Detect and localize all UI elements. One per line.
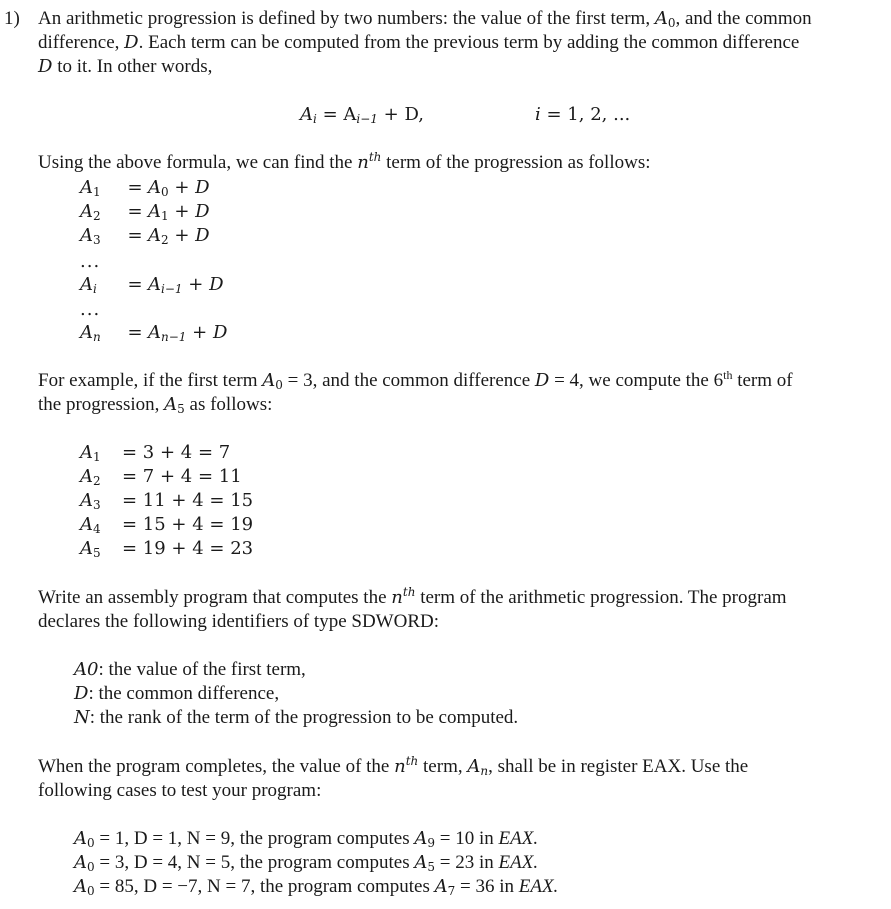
identifier-d: D: the common difference, (74, 683, 280, 704)
general-term-i: $A_i = A_{i-1} + D$ (80, 274, 224, 296)
completion-line-2: following cases to test your program: (38, 780, 322, 801)
test-case-1: $A_0 = 1$, D = 1, N = 9, the program computes $A_9 = 10$ in EAX. (74, 828, 539, 850)
test-case-2: $A_0 = 3$, D = 4, N = 5, the program computes $A_5 = 23$ in EAX. (74, 852, 539, 874)
recurrence-formula: $A_i = A_{i-1} + D$, (300, 104, 424, 126)
identifier-n: N: the rank of the term of the progression to be computed. (74, 707, 519, 728)
test-case-3: $A_0 = 85$, D = −7, N = 7, the program computes $A_7 = 36$ in EAX. (74, 876, 559, 898)
general-term-1: $A_1 = A_0 + D$ (80, 177, 210, 199)
example-row-5: $A_5 = 19 + 4 = 23$ (80, 538, 254, 560)
nth-term-intro: Using the above formula, we can find the $n^{th}$ term of the progression as follows: (38, 150, 651, 173)
example-row-2: $A_2 = 7 + 4 = 11$ (80, 466, 242, 488)
completion-line-1: When the program completes, the value of the $n^{th}$ term, $A_n$, shall be in register EAX. Use the (38, 754, 749, 778)
general-term-n: $A_n = A_{n-1} + D$ (80, 322, 228, 344)
example-line-1: For example, if the first term $A_0 = 3$, and the common difference D = 4, we compute the 6th term of (38, 368, 793, 392)
task-line-1: Write an assembly program that computes the $n^{th}$ term of the arithmetic progression. The program (38, 585, 787, 608)
example-row-3: $A_3 = 11 + 4 = 15$ (80, 490, 254, 512)
recurrence-index: i = 1, 2, ... (535, 104, 631, 125)
task-line-2: declares the following identifiers of type SDWORD: (38, 611, 440, 632)
problem-number: 1) (4, 8, 20, 29)
ellipsis-1: ... (80, 251, 101, 272)
intro-line-2: difference, D. Each term can be computed from the previous term by adding the common difference (38, 32, 800, 53)
identifier-a0: A0: the value of the first term, (74, 659, 306, 680)
ellipsis-2: ... (80, 299, 101, 320)
intro-line-3: D to it. In other words, (38, 56, 213, 77)
example-row-4: $A_4 = 15 + 4 = 19$ (80, 514, 254, 536)
general-term-2: $A_2 = A_1 + D$ (80, 201, 210, 223)
example-row-1: $A_1 = 3 + 4 = 7$ (80, 442, 231, 464)
general-term-3: $A_3 = A_2 + D$ (80, 225, 210, 247)
intro-line-1: An arithmetic progression is defined by two numbers: the value of the first term, $A_0$, and the common (38, 8, 812, 30)
example-line-2: the progression, $A_5$ as follows: (38, 394, 273, 416)
